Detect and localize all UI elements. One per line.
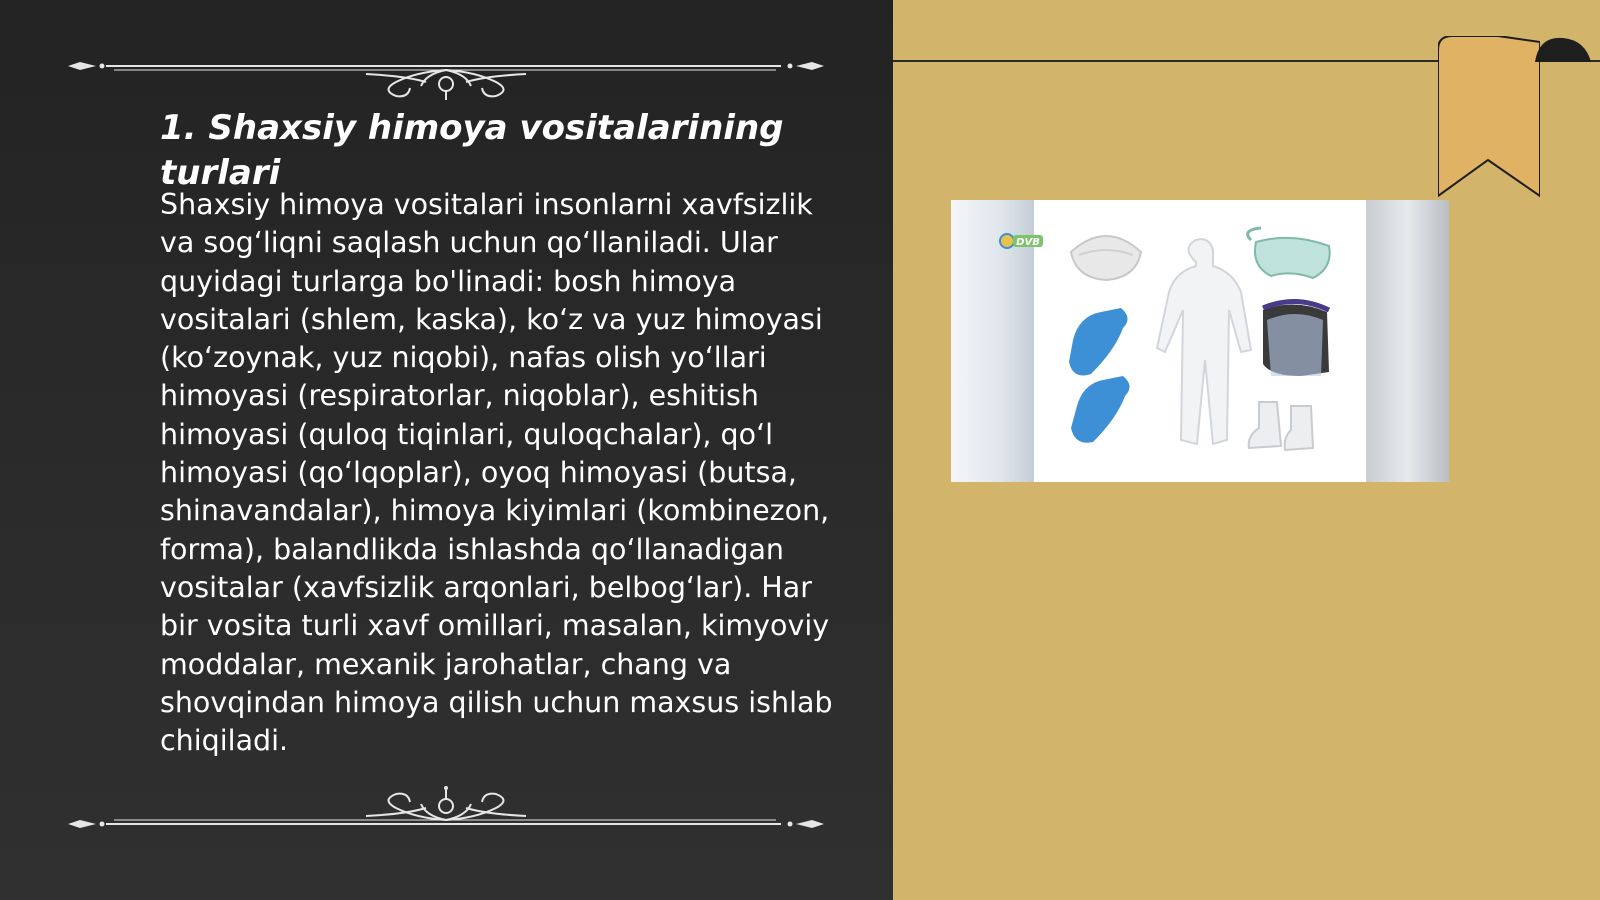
ribbon-fold-icon bbox=[1535, 36, 1593, 66]
face-shield-icon bbox=[1263, 301, 1329, 376]
dvb-logo-icon bbox=[1000, 234, 1043, 248]
ppe-equipment-image bbox=[951, 200, 1449, 482]
top-ornament-divider-icon bbox=[66, 40, 826, 100]
bookmark-ribbon-icon bbox=[1438, 36, 1540, 198]
slide-title: 1. Shaxsiy himoya vositalarining turlari bbox=[160, 108, 784, 193]
logo-text: DVB bbox=[1016, 237, 1040, 248]
bottom-ornament-divider-icon bbox=[66, 770, 826, 830]
slide-body-text: Shaxsiy himoya vositalari insonlarni xavfsizlik va sog‘liqni saqlash uchun qo‘llaniladi. Ular quyidagi turlarga bo'linadi: bosh himoya vositalari (shlem, kaska), ko‘z va yuz himoyasi (ko‘zoynak, yuz niqobi), nafas olish yo‘llari himoyasi (respiratorlar, niqoblar), eshitish himoyasi (quloq tiqinlari, quloqchalar), qo‘l himoyasi (qo‘lqoplar), oyoq himoyasi (butsa, shinavandalar), himoya kiyimlari (kombinezon, forma), balandlikda ishlashda qo‘llanadigan vositalar (xavfsizlik arqonlari, belbog‘lar). Har bir vosita turli xavf omillari, masalan, kimyoviy moddalar, mexanik jarohatlar, chang va shovqindan himoya qilish uchun maxsus ishlab chiqiladi. bbox=[160, 188, 833, 758]
